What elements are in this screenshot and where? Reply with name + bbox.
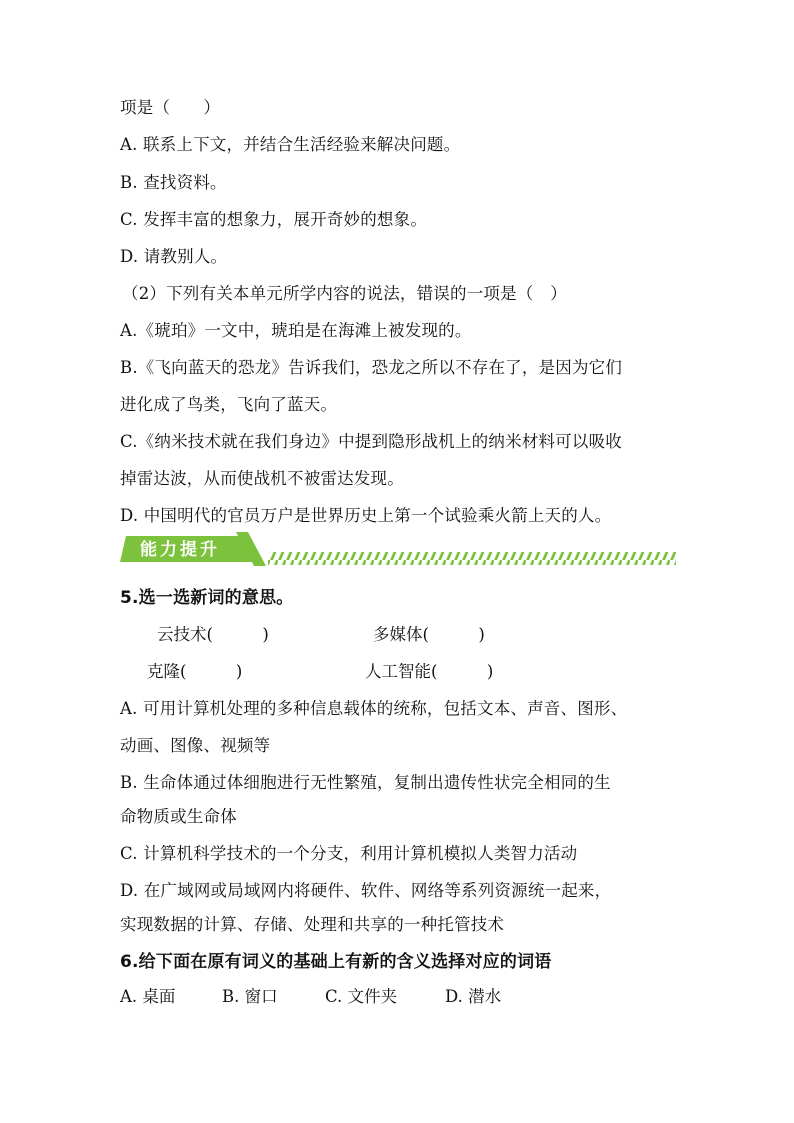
q4-part1-option-b: B. 查找资料。 — [120, 173, 227, 192]
q6-option-d: D. 潜水 — [445, 987, 502, 1006]
q4-part2-option-d: D. 中国明代的官员万户是世界历史上第一个试验乘火箭上天的人。 — [120, 506, 612, 525]
q4-part1-option-c: C. 发挥丰富的想象力，展开奇妙的想象。 — [120, 210, 428, 229]
q4-part2-option-a: A.《琥珀》一文中，琥珀是在海滩上被发现的。 — [120, 321, 472, 340]
q6-title: 6.给下面在原有词义的基础上有新的含义选择对应的词语 — [120, 952, 552, 972]
q5-term-cloud: 云技术( ) — [157, 625, 269, 644]
q5-option-b-line2: 命物质或生命体 — [120, 807, 237, 826]
q5-option-d-line2: 实现数据的计算、存储、处理和共享的一种托管技术 — [120, 915, 505, 934]
q6-option-c: C. 文件夹 — [325, 987, 398, 1006]
q5-option-b-line1: B. 生命体通过体细胞进行无性繁殖，复制出遗传性状完全相同的生 — [120, 773, 611, 792]
q5-option-a-line1: A. 可用计算机处理的多种信息载体的统称，包括文本、声音、图形、 — [120, 699, 628, 718]
q6-option-a: A. 桌面 — [120, 987, 176, 1006]
q4-part2-option-b-line1: B.《飞向蓝天的恐龙》告诉我们，恐龙之所以不存在了，是因为它们 — [120, 358, 623, 377]
q4-part1-option-d: D. 请教别人。 — [120, 247, 228, 266]
q5-option-c: C. 计算机科学技术的一个分支，利用计算机模拟人类智力活动 — [120, 844, 578, 863]
q5-option-d-line1: D. 在广域网或局域网内将硬件、软件、网络等系列资源统一起来， — [120, 881, 612, 900]
q4-part2-option-c-line2: 掉雷达波，从而使战机不被雷达发现。 — [120, 469, 404, 488]
q5-term-clone: 克隆( ) — [147, 662, 243, 681]
q4-part2-option-b-line2: 进化成了鸟类，飞向了蓝天。 — [120, 395, 338, 414]
q5-term-multimedia: 多媒体( ) — [373, 625, 485, 644]
section-banner-label: 能力提升 — [140, 540, 220, 560]
q5-title: 5.选一选新词的意思。 — [120, 588, 294, 608]
q4-part2-option-c-line1: C.《纳米技术就在我们身边》中提到隐形战机上的纳米材料可以吸收 — [120, 432, 622, 451]
q5-option-a-line2: 动画、图像、视频等 — [120, 736, 271, 755]
q4-part2-stem: （2）下列有关本单元所学内容的说法，错误的一项是（ ） — [122, 284, 567, 303]
q5-term-ai: 人工智能( ) — [365, 662, 494, 681]
q4-part1-option-a: A. 联系上下文，并结合生活经验来解决问题。 — [120, 135, 461, 154]
q4-part1-tail: 项是（ ） — [120, 98, 221, 117]
q6-option-b: B. 窗口 — [222, 987, 278, 1006]
